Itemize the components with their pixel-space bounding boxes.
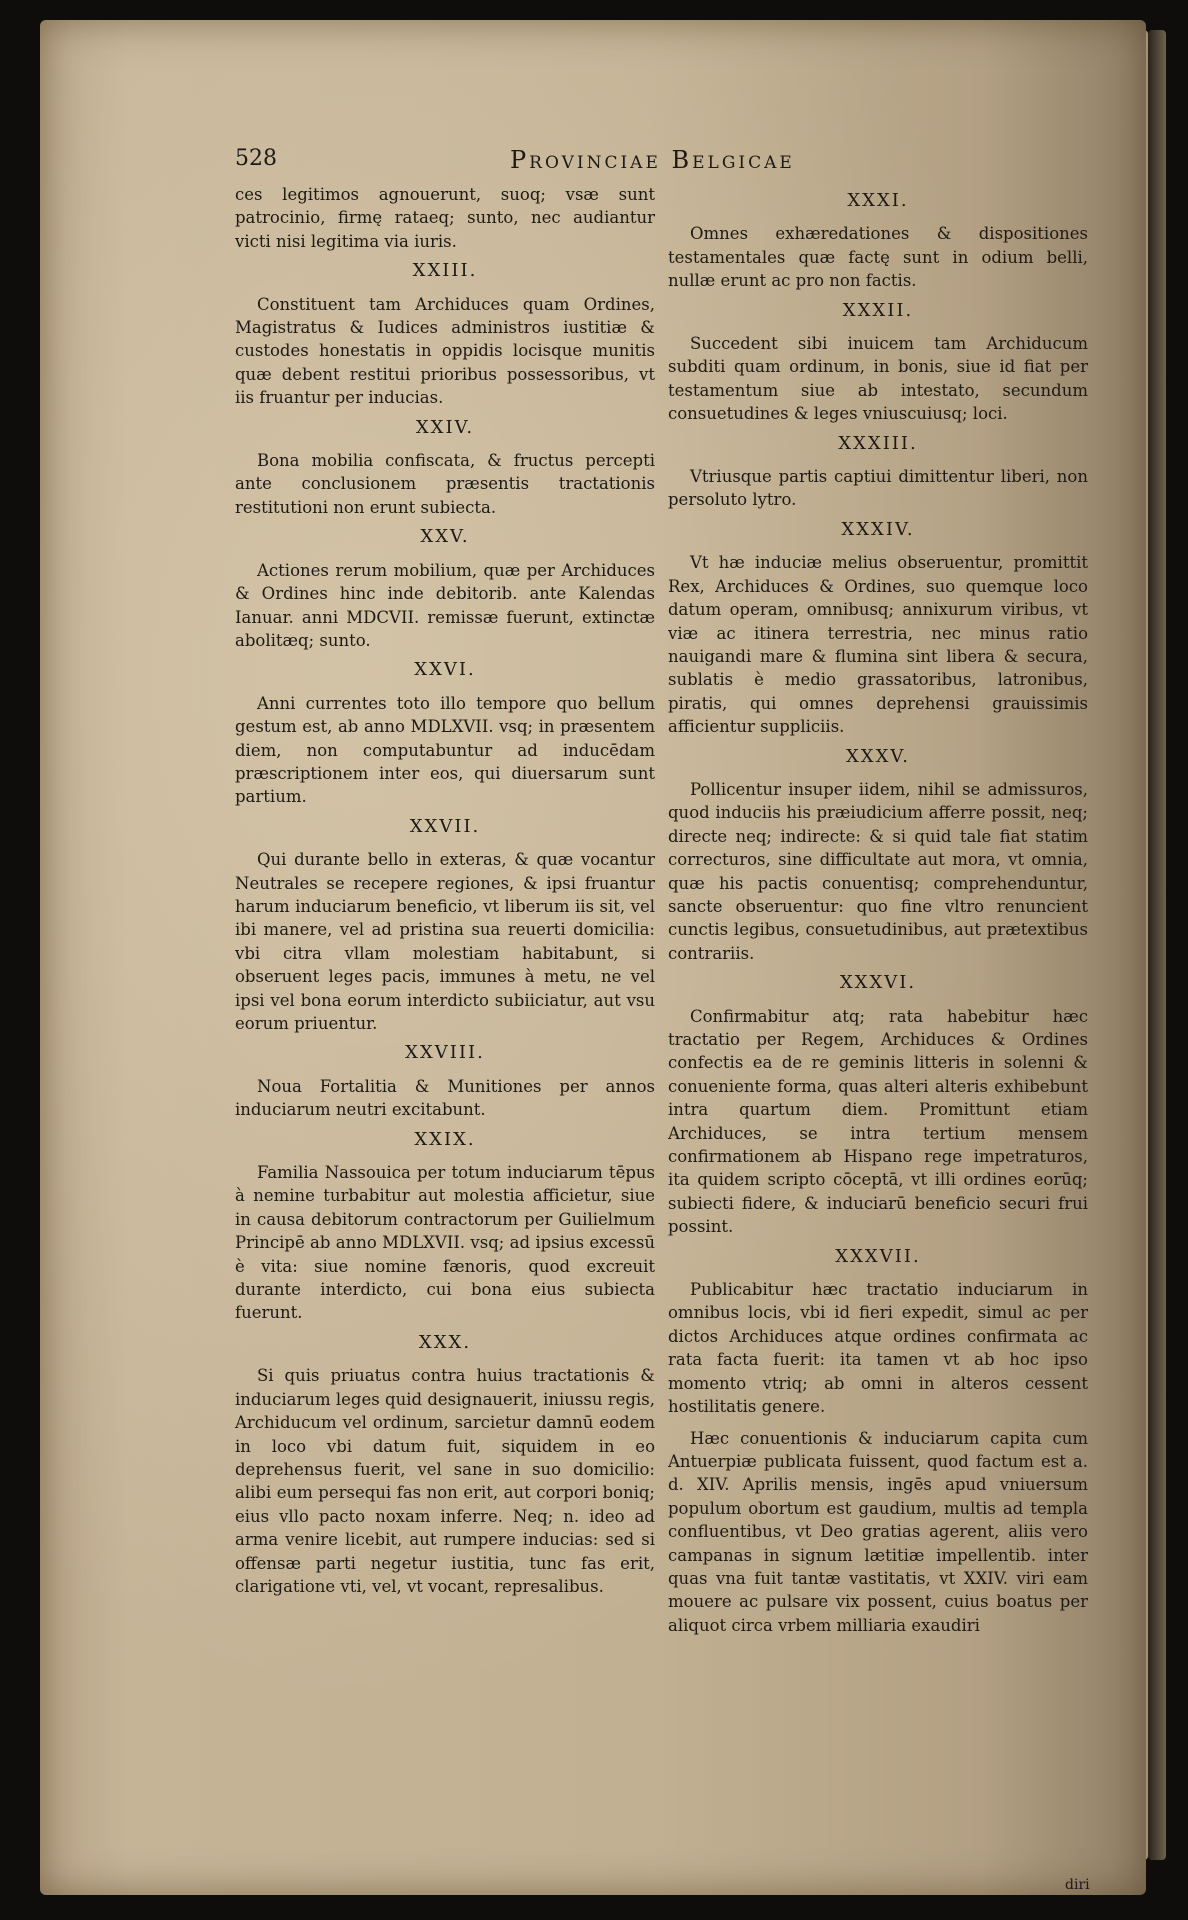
article-text: Bona mobilia confiscata, & fructus percepti ante conclusionem præsentis tractationis restitutioni non erunt subiecta. (235, 451, 655, 517)
article-heading: XXV. (420, 526, 470, 548)
article-text: Confirmabitur atq; rata habebitur hæc tractatio per Regem, Archiduces & Ordines confectis ea de re geminis litteris in solenni & conueniente forma, quas alteri alteris exhibebunt intra quartum diem. Promittunt etiam Archiduces, se intra tertium mensem confirmationem ab Hispano rege impetraturos, ita quidem scripto cōceptā, vt illi ordines eorūq; subiecti fidere, & induciarū beneficio securi frui possint. (668, 1006, 1088, 1237)
article-text: Actiones rerum mobilium, quæ per Archiduces & Ordines hinc inde debitorib. ante Kalendas Ianuar. anni MDCVII. remissæ fuerunt, extinctæ abolitæq; sunto. (235, 560, 655, 650)
article-heading: XXXII. (842, 299, 914, 321)
article-text: Omnes exhæredationes & dispositiones testamentales quæ factę sunt in odium belli, nullæ erunt ac pro non factis. (668, 224, 1088, 291)
article-text: Publicabitur hæc tractatio induciarum in omnibus locis, vbi id fieri expedit, simul ac per dictos Archiduces atque ordines confirmata ac rata facta fuerit: ita tamen vt ab hoc ipso momento vtriq; ab omni in alteros cessent hostilitatis genere. (668, 1280, 1088, 1417)
page-header (40, 146, 1146, 186)
article-text: Pollicentur insuper iidem, nihil se admissuros, quod induciis his præiudicium afferre possit, neq; directe neq; indirecte: & si quid tale fiat statim correcturos, sine difficultate aut mora, vt omnia, quæ his pactis conuentisq; comprehenduntur, sancte obseruentur: quo fine vltro renuncient cunctis legibus, consuetudinibus, aut prætextibus contrariis. (668, 779, 1088, 963)
article-heading: XXIX. (414, 1128, 476, 1150)
book-page (40, 20, 1146, 1895)
article-text: Qui durante bello in exteras, & quæ vocantur Neutrales se recepere regiones, & ipsi fruantur harum induciarum beneficio, vt liberum iis sit, vel ibi manere, vel ad pristina sua reuerti domicilia: vbi citra vllam molestiam habitabunt, si obseruent leges pacis, immunes à metu, ne vel ipsi vel bona eorum interdicto subiiciatur, aut vsu eorum priuentur. (235, 850, 655, 1033)
article-heading: XXXV. (845, 745, 911, 767)
running-title: Provinciae Belgicae (510, 146, 795, 174)
closing-paragraph: Hæc conuentionis & induciarum capita cum Antuerpiæ publicata fuissent, quod factum est a. d. XIV. Aprilis mensis, ingēs apud vniuersum populum obortum est gaudium, multis ad templa confluentibus, vt Deo gratias agerent, aliis vero campanas in signum lætitiæ impellentib. inter quas vna fuit tantæ vastitatis, vt XXIV. viri eam mouere ac pulsare vix possent, cuius boatus per aliquot circa vrbem milliaria exaudiri (668, 1428, 1088, 1635)
page-edge-shadow (1148, 30, 1166, 1860)
article-text: Anni currentes toto illo tempore quo bellum gestum est, ab anno MDLXVII. vsq; in præsentem diem, non computabuntur ad inducēdam præscriptionem inter eos, qui diuersarum sunt partium. (235, 693, 655, 807)
article-heading: XXIV. (415, 416, 475, 438)
article-heading: XXIII. (412, 260, 478, 282)
article-text: Constituent tam Archiduces quam Ordines, Magistratus & Iudices administros iustitiæ & custodes honestatis in oppidis locisque munitis quæ debent restitui prioribus possessoribus, vt iis fruantur per inducias. (235, 294, 655, 408)
article-heading: XXX. (418, 1331, 472, 1353)
article-text: Succedent sibi inuicem tam Archiducum subditi quam ordinum, in bonis, siue id fiat per testamentum siue ab intestato, secundum consuetudines & leges vniuscuiusq; loci. (668, 334, 1088, 424)
article-heading: XXVII. (409, 815, 481, 837)
article-heading: XXXIII. (838, 432, 918, 454)
article-text: Vtriusque partis captiui dimittentur liberi, non persoluto lytro. (668, 467, 1088, 510)
article-heading: XXVI. (414, 659, 476, 681)
left-column (235, 183, 655, 1598)
article-heading: XXVIII. (405, 1042, 485, 1064)
article-text: Vt hæ induciæ melius obseruentur, promittit Rex, Archiduces & Ordines, suo quemque loco datum operam, omnibusq; annixurum viribus, vt viæ ac itinera terrestria, nec minus ratio nauigandi mare & flumina sint libera & secura, sublatis è medio grassatoribus, latronibus, piratis, qui omnes deprehensi grauissimis afficientur suppliciis. (668, 553, 1088, 737)
right-column (668, 183, 1088, 1637)
continued-paragraph: ces legitimos agnouerunt, suoq; vsæ sunt patrocinio, firmę rataeq; sunto, nec audiantur victi nisi legitima via iuris. (235, 185, 655, 251)
catchword: diri (1065, 1877, 1090, 1893)
page-number: 528 (235, 146, 277, 171)
article-heading: XXXIV. (841, 518, 915, 540)
article-heading: XXXVII. (835, 1245, 921, 1267)
article-text: Familia Nassouica per totum induciarum tēpus à nemine turbabitur aut molestia afficietur, siue in causa debitorum contractorum per Guilielmum Principē ab anno MDLXVII. vsq; ad ipsius excessū è vita: siue nomine fænoris, quod excreuit durante interdicto, cui bona eius subiecta fuerunt. (235, 1163, 655, 1323)
article-text: Si quis priuatus contra huius tractationis & induciarum leges quid designauerit, iniussu regis, Archiducum vel ordinum, sarcietur damnū eodem in loco vbi datum fuit, siquidem in eo deprehensus fuerit, vel sane in suo domicilio: alibi eum persequi fas non erit, aut corpori boniq; eius vllo pacto noxam inferre. Neq; n. ideo ad arma venire licebit, aut rumpere inducias: sed si offensæ parti negetur iustitia, tunc fas erit, clarigatione vti, vel, vt vocant, represalibus. (235, 1366, 655, 1596)
article-heading: XXXVI. (839, 972, 917, 994)
article-heading: XXXI. (847, 190, 909, 211)
article-text: Noua Fortalitia & Munitiones per annos induciarum neutri excitabunt. (235, 1076, 655, 1120)
